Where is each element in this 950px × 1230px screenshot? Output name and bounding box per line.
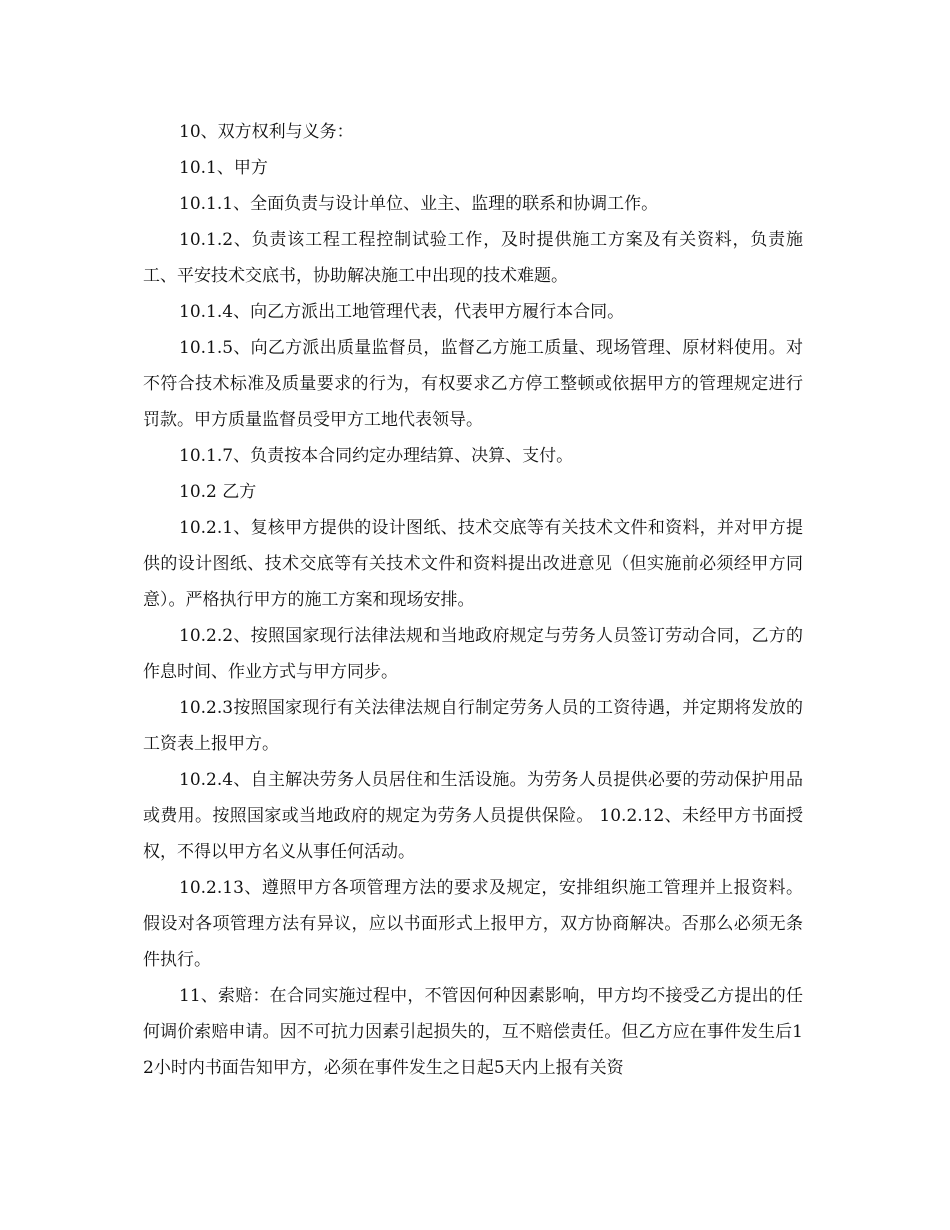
paragraph-10-heading: 10、双方权利与义务： (179, 122, 354, 142)
paragraph-10-2-1: 10.2.1、复核甲方提供的设计图纸、技术交底等有关技术文件和资料，并对甲方提供的设计图纸、技术交底等有关技术文件和资料提出改进意见（但实施前必须经甲方同意）。严格执行甲方的施工方案和现场安排。 (143, 518, 803, 610)
document-body (143, 114, 803, 1086)
paragraph-10-1-1: 10.1.1、全面负责与设计单位、业主、监理的联系和协调工作。 (179, 194, 659, 214)
paragraph-10-2-3: 10.2.3按照国家现行有关法律法规自行制定劳务人员的工资待遇，并定期将发放的工资表上报甲方。 (143, 698, 803, 754)
paragraph-10-1-2: 10.1.2、负责该工程工程控制试验工作，及时提供施工方案及有关资料，负责施工、平安技术交底书，协助解决施工中出现的技术难题。 (143, 230, 803, 286)
paragraph-10-2-13: 10.2.13、遵照甲方各项管理方法的要求及规定，安排组织施工管理并上报资料。假设对各项管理方法有异议，应以书面形式上报甲方，双方协商解决。否那么必须无条件执行。 (143, 878, 803, 970)
paragraph-10-1-heading: 10.1、甲方 (179, 158, 268, 178)
paragraph-10-2-2: 10.2.2、按照国家现行法律法规和当地政府规定与劳务人员签订劳动合同，乙方的作息时间、作业方式与甲方同步。 (143, 626, 803, 682)
paragraph-10-1-4: 10.1.4、向乙方派出工地管理代表，代表甲方履行本合同。 (179, 302, 625, 322)
paragraph-10-2-heading: 10.2 乙方 (179, 482, 257, 502)
paragraph-11-claims: 11、索赔：在合同实施过程中，不管因何种因素影响，甲方均不接受乙方提出的任何调价索赔申请。因不可抗力因素引起损失的，互不赔偿责任。但乙方应在事件发生后12小时内书面告知甲方，必须在事件发生之日起5天内上报有关资 (143, 986, 803, 1078)
paragraph-10-1-5: 10.1.5、向乙方派出质量监督员，监督乙方施工质量、现场管理、原材料使用。对不符合技术标准及质量要求的行为，有权要求乙方停工整顿或依据甲方的管理规定进行罚款。甲方质量监督员受甲方工地代表领导。 (143, 338, 803, 430)
paragraph-10-1-7: 10.1.7、负责按本合同约定办理结算、决算、支付。 (179, 446, 574, 466)
paragraph-10-2-4: 10.2.4、自主解决劳务人员居住和生活设施。为劳务人员提供必要的劳动保护用品或费用。按照国家或当地政府的规定为劳务人员提供保险。 10.2.12、未经甲方书面授权，不得以甲方名义从事任何活动。 (143, 770, 803, 862)
